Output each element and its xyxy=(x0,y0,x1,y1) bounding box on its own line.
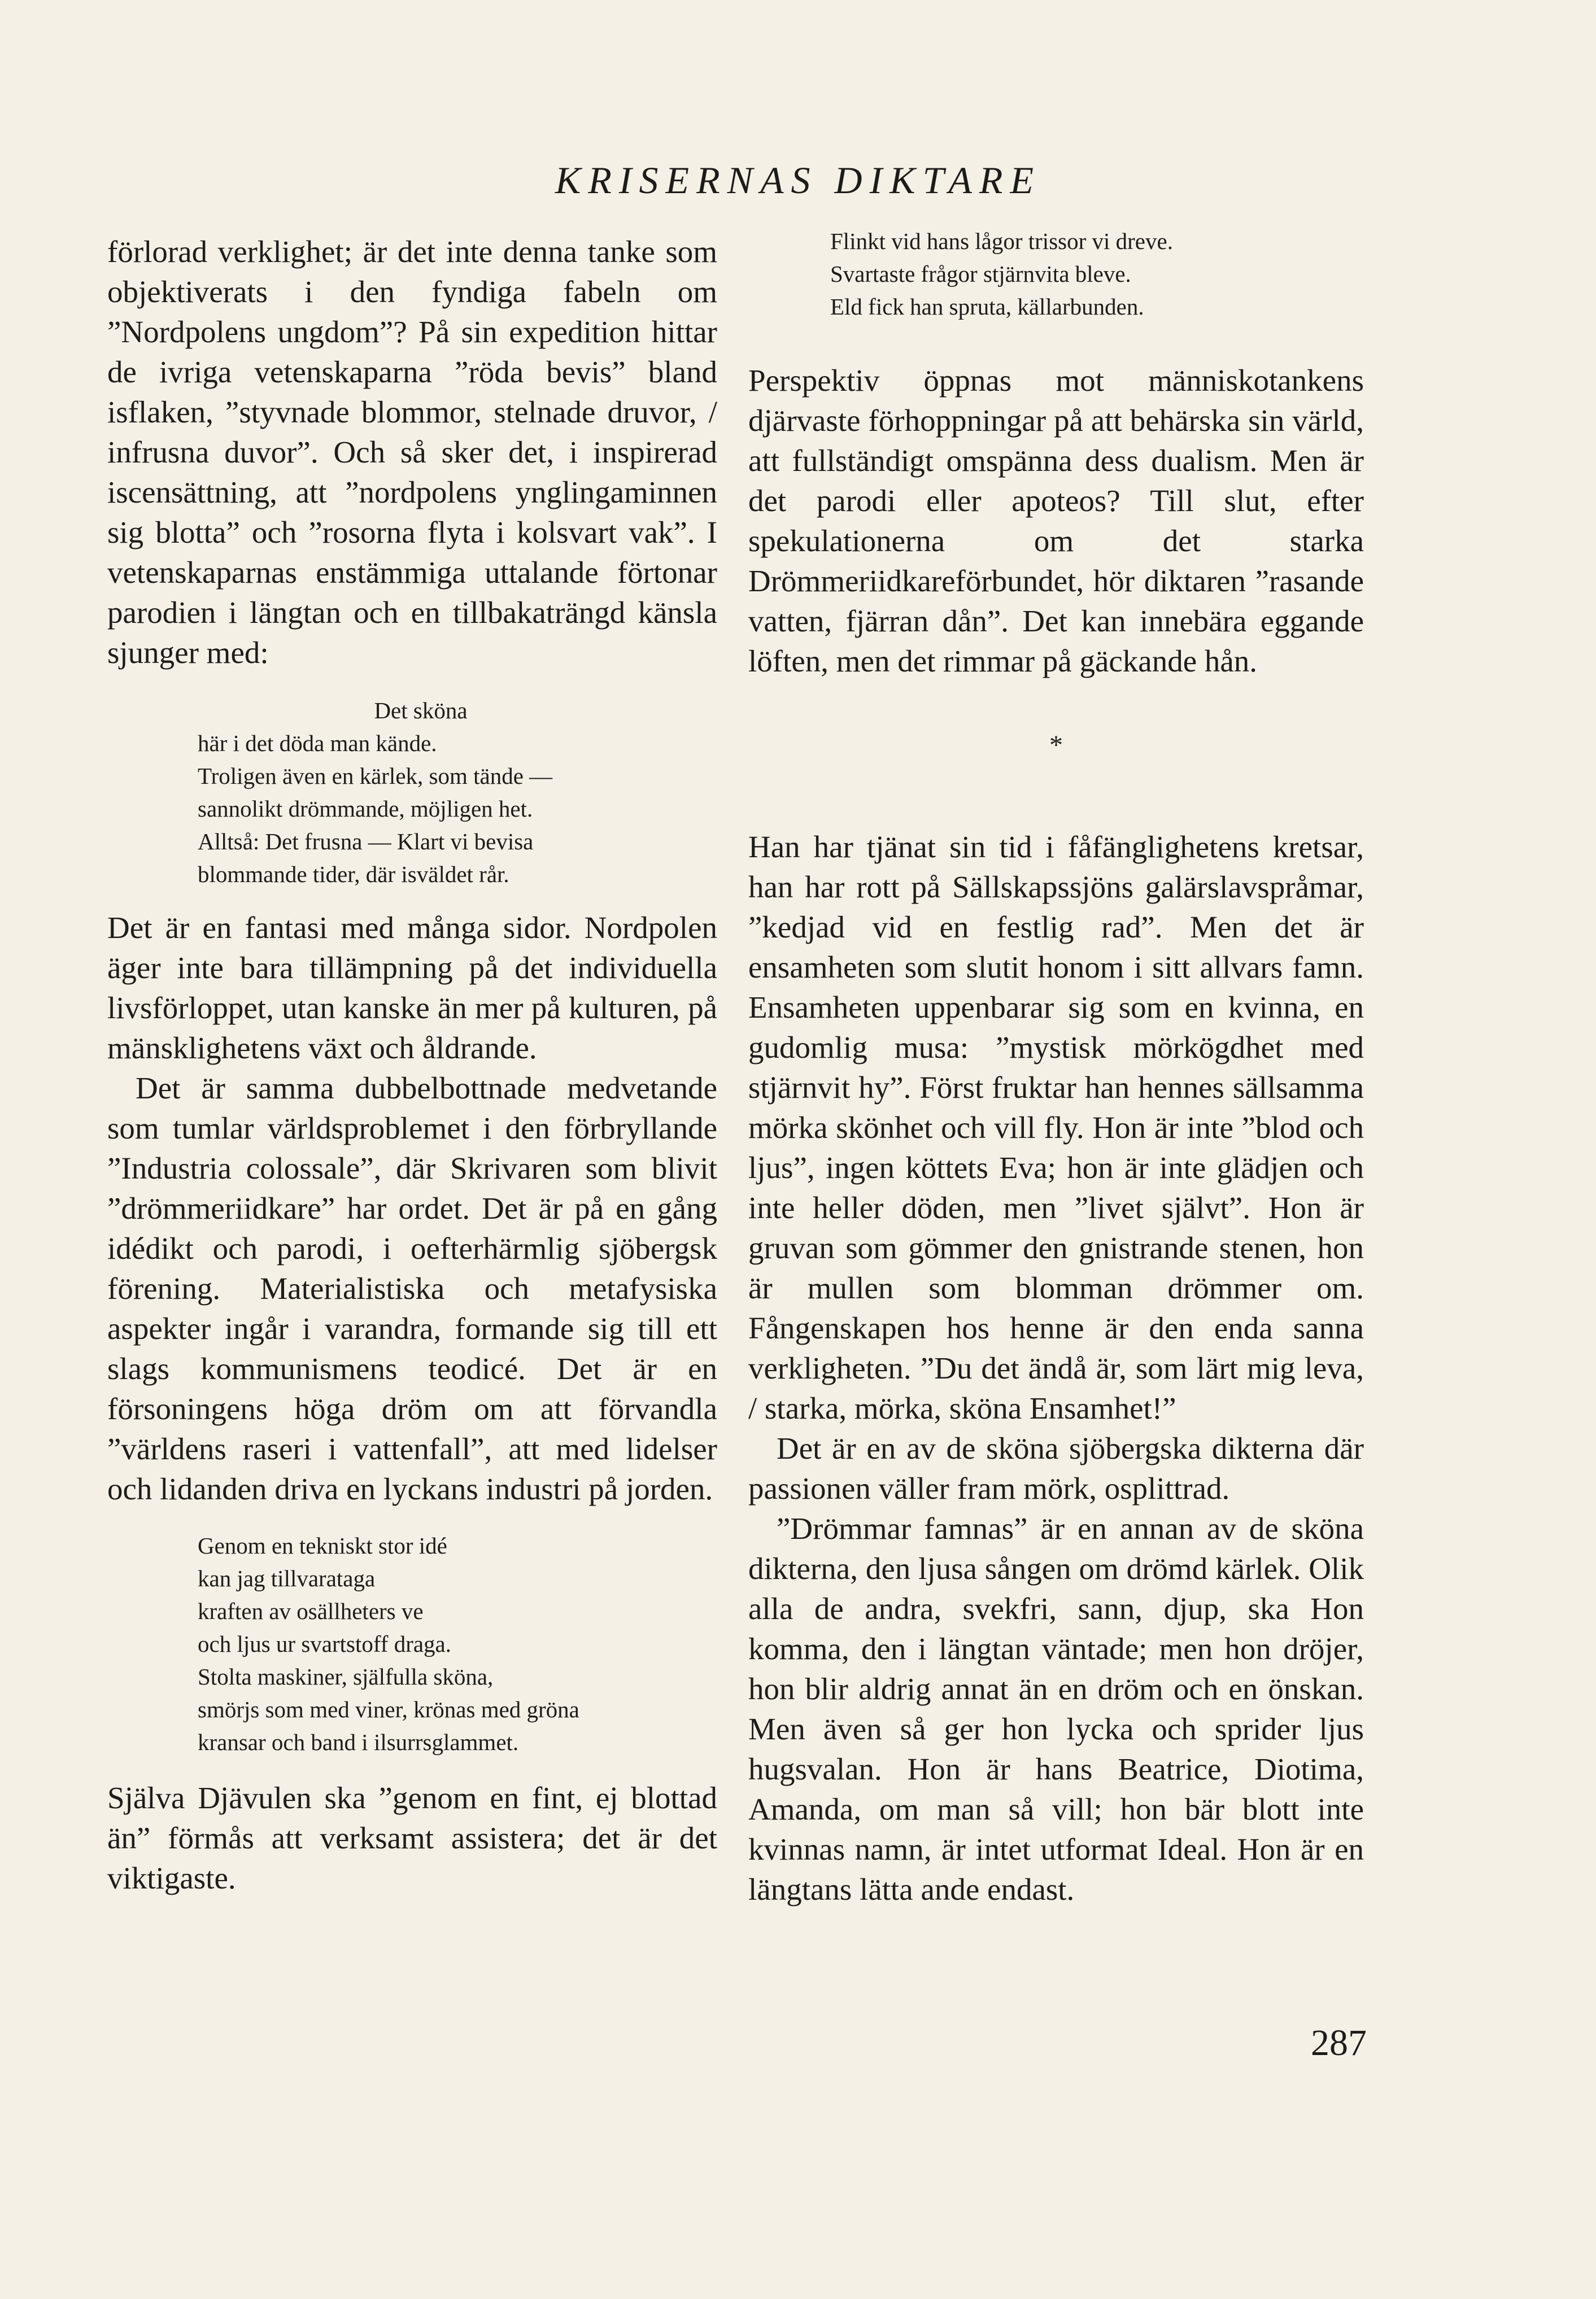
right-paragraph-1: Perspektiv öppnas mot människotankens djärvaste förhoppningar på att behärska sin värld, att fullständigt omspänna dess dualism. Men är det parodi eller apoteos? Till slut, efter spekulationerna om det starka Drömmeriidkareförbundet, hör diktaren ”rasande vatten, fjärran dån”. Det kan innebära eggande löften, men det rimmar på gäckande hån. xyxy=(748,363,1364,678)
verse-line: Stolta maskiner, själfulla sköna, xyxy=(198,1664,494,1690)
verse-block-industria xyxy=(198,1529,672,1759)
left-paragraph-3: Det är samma dubbelbottnade medvetande som tumlar världsproblemet i den förbryllande ”Industria colossale”, där Skrivaren som blivit ”drömmeriidkare” har ordet. Det är på en gång idédikt och parodi, i oefterhärmlig sjöbergsk förening. Materialistiska och metafysiska aspekter ingår i varandra, formande sig till ett slags kommunismens teodicé. Det är en försoningens höga dröm om att förvandla ”världens raseri i vattenfall”, att med lidelser och lidanden driva en lyckans industri på jorden. xyxy=(107,1071,717,1506)
left-paragraph-4: Själva Djävulen ska ”genom en fint, ej blottad än” förmås att verksamt assistera; det är det viktigaste. xyxy=(107,1781,717,1895)
verse-block-drommeri xyxy=(830,225,1327,323)
verse-line: Genom en tekniskt stor idé xyxy=(198,1533,447,1559)
section-break-asterisk: * xyxy=(1049,730,1063,760)
left-paragraph-1: förlorad verklighet; är det inte denna tanke som objektiverats i den fyndiga fabeln om ”Nordpolens ungdom”? På sin expedition hittar de ivriga vetenskaparna ”röda bevis” bland isflaken, ”styvnade blommor, stelnade druvor, / infrusna duvor”. Och så sker det, i inspirerad iscensättning, att ”nordpolens ynglingaminnen sig blotta” och ”rosorna flyta i kolsvart vak”. I vetenskaparnas enstämmiga uttalande förtonar parodien i längtan och en tillbakaträngd känsla sjunger med: xyxy=(107,234,717,670)
running-head: KRISERNAS DIKTARE xyxy=(555,159,1041,202)
verse-line: Svartaste frågor stjärnvita bleve. xyxy=(830,261,1131,287)
left-column xyxy=(107,232,717,1898)
verse-line: sannolikt drömmande, möjligen het. xyxy=(198,796,533,822)
verse-block-nordpolen xyxy=(198,694,644,891)
right-paragraph-2: Han har tjänat sin tid i fåfänglighetens kretsar, han har rott på Sällskapssjöns galärslavspråmar, ”kedjad vid en festlig rad”. Men det är ensamheten som slutit honom i sitt allvars famn. Ensamheten uppenbarar sig som en kvinna, en gudomlig musa: ”mystisk mörkögdhet med stjärnvit hy”. Först fruktar han hennes sällsamma mörka skönhet och vill fly. Hon är inte ”blod och ljus”, ingen köttets Eva; hon är inte glädjen och inte heller döden, men ”livet självt”. Hon är gruvan som gömmer den gnistrande stenen, hon är mullen som blomman drömmer om. Fångenskapen hos henne är den enda sanna verkligheten. ”Du det ändå är, som lärt mig leva, / starka, mörka, sköna Ensamhet!” xyxy=(748,830,1364,1425)
verse-line: Det sköna xyxy=(374,697,468,723)
right-paragraph-3: Det är en av de sköna sjöbergska dikterna där passionen väller fram mörk, osplittrad. xyxy=(748,1431,1364,1506)
verse-line: kransar och band i ilsurrsglammet. xyxy=(198,1729,519,1755)
left-paragraph-2: Det är en fantasi med många sidor. Nordpolen äger inte bara tillämpning på det individuella livsförloppet, utan kanske än mer på kulturen, på mänsklighetens växt och åldrande. xyxy=(107,910,717,1065)
verse-line: här i det döda man kände. xyxy=(198,730,437,756)
verse-line: kraften av osällheters ve xyxy=(198,1598,424,1624)
right-paragraph-4: ”Drömmar famnas” är en annan av de sköna dikterna, den ljusa sången om drömd kärlek. Olik alla de andra, svekfri, sann, djup, ska Hon komma, den i längtan väntade; men hon dröjer, hon blir aldrig annat än en dröm och en önskan. Men även så ger hon lycka och sprider ljus hugsvalan. Hon är hans Beatrice, Diotima, Amanda, om man så vill; hon bär blott inte kvinnas namn, är intet utformat Ideal. Hon är en längtans lätta ande endast. xyxy=(748,1511,1364,1907)
verse-line: och ljus ur svartstoff draga. xyxy=(198,1631,451,1657)
page-number: 287 xyxy=(1311,2022,1367,2064)
verse-line: blommande tider, där isväldet rår. xyxy=(198,861,509,887)
right-column xyxy=(748,228,1364,1909)
verse-line: Alltså: Det frusna — Klart vi bevisa xyxy=(198,828,534,854)
verse-line: smörjs som med viner, krönas med gröna xyxy=(198,1696,579,1722)
verse-line: kan jag tillvarataga xyxy=(198,1565,376,1591)
verse-line: Eld fick han spruta, källarbunden. xyxy=(830,294,1144,320)
verse-line: Flinkt vid hans lågor trissor vi dreve. xyxy=(830,228,1173,254)
verse-line: Troligen även en kärlek, som tände — xyxy=(198,763,553,789)
